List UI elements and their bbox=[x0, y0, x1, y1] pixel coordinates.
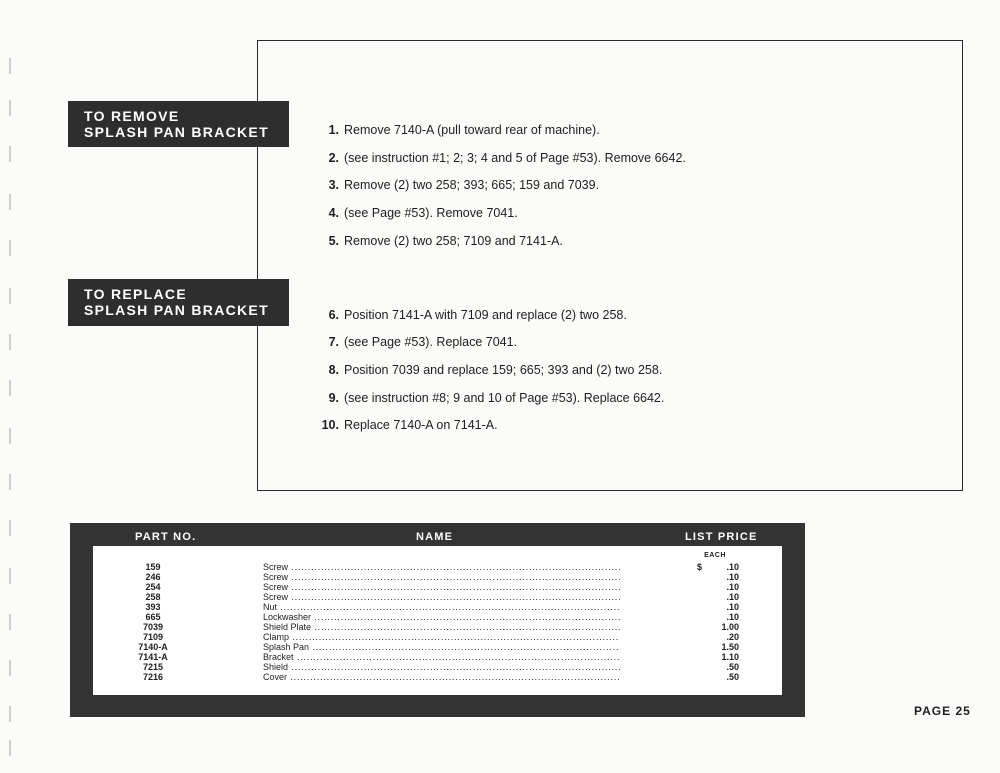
binder-hole-mark bbox=[9, 194, 11, 210]
part-number: 7109 bbox=[142, 632, 164, 642]
step-number: 1. bbox=[328, 123, 339, 137]
instruction-step bbox=[300, 363, 720, 378]
step-text: Replace 7140-A on 7141-A. bbox=[344, 418, 498, 432]
part-price: .50 bbox=[726, 672, 739, 682]
table-row bbox=[93, 572, 782, 582]
part-number: 393 bbox=[145, 602, 161, 612]
step-text: Remove (2) two 258; 7109 and 7141-A. bbox=[344, 234, 563, 248]
part-number: 7215 bbox=[142, 662, 164, 672]
table-row bbox=[93, 592, 782, 602]
part-number: 258 bbox=[145, 592, 161, 602]
step-text: Remove (2) two 258; 393; 665; 159 and 7039. bbox=[344, 178, 600, 192]
binder-hole-mark bbox=[9, 428, 11, 444]
instruction-step bbox=[300, 391, 720, 406]
binder-hole-mark bbox=[9, 288, 11, 304]
table-row bbox=[93, 632, 782, 642]
remove-section-label bbox=[68, 101, 289, 147]
part-price: .50 bbox=[726, 662, 739, 672]
binder-hole-mark bbox=[9, 614, 11, 630]
binder-hole-mark bbox=[9, 706, 11, 722]
part-name: Shield ..... bbox=[263, 662, 620, 672]
header-list-price: LIST PRICE bbox=[685, 531, 758, 543]
instruction-step bbox=[300, 335, 720, 350]
part-number: 7039 bbox=[142, 622, 164, 632]
part-price: .10 bbox=[726, 612, 739, 622]
part-name: Screw ..... bbox=[263, 582, 620, 592]
part-price: 1.00 bbox=[721, 622, 739, 632]
part-name: Shield Plate ..... bbox=[263, 622, 620, 632]
part-number: 665 bbox=[145, 612, 161, 622]
header-part-no: PART NO. bbox=[135, 531, 197, 543]
table-row bbox=[93, 652, 782, 662]
part-name: Screw ..... bbox=[263, 592, 620, 602]
table-row bbox=[93, 672, 782, 682]
step-number: 6. bbox=[328, 308, 339, 322]
step-text: (see Page #53). Replace 7041. bbox=[344, 335, 518, 349]
currency-symbol: $ bbox=[697, 562, 703, 572]
instruction-step bbox=[300, 151, 720, 166]
table-row bbox=[93, 642, 782, 652]
step-number: 7. bbox=[328, 335, 339, 349]
binder-hole-mark bbox=[9, 660, 11, 676]
binder-hole-mark bbox=[9, 520, 11, 536]
step-number: 5. bbox=[328, 234, 339, 248]
binder-hole-mark bbox=[9, 334, 11, 350]
step-number: 8. bbox=[328, 363, 339, 377]
step-text: (see Page #53). Remove 7041. bbox=[344, 206, 518, 220]
part-number: 246 bbox=[145, 572, 161, 582]
binder-hole-mark bbox=[9, 568, 11, 584]
remove-label-line-1: TO REMOVE bbox=[84, 108, 180, 124]
part-price: .10 bbox=[726, 582, 739, 592]
part-number: 159 bbox=[145, 562, 161, 572]
part-number: 7141-A bbox=[138, 652, 168, 662]
part-number: 7140-A bbox=[138, 642, 168, 652]
step-text: (see instruction #8; 9 and 10 of Page #53). Replace 6642. bbox=[344, 391, 665, 405]
binder-hole-mark bbox=[9, 100, 11, 116]
part-name: Cover ..... bbox=[263, 672, 620, 682]
step-number: 3. bbox=[328, 178, 339, 192]
instruction-step bbox=[300, 308, 720, 323]
header-name: NAME bbox=[416, 531, 454, 543]
instruction-step bbox=[300, 123, 720, 138]
binder-hole-mark bbox=[9, 58, 11, 74]
step-number: 9. bbox=[328, 391, 339, 405]
step-number: 2. bbox=[328, 151, 339, 165]
instruction-step bbox=[300, 206, 720, 221]
parts-table-body bbox=[93, 546, 782, 695]
part-name: Clamp ..... bbox=[263, 632, 620, 642]
step-number: 10. bbox=[321, 418, 339, 432]
replace-section-label bbox=[68, 279, 289, 326]
table-row bbox=[93, 562, 782, 572]
instruction-step bbox=[300, 418, 720, 433]
binder-hole-mark bbox=[9, 146, 11, 162]
step-text: Position 7141-A with 7109 and replace (2) two 258. bbox=[344, 308, 627, 322]
binder-hole-mark bbox=[9, 474, 11, 490]
part-name: Bracket ..... bbox=[263, 652, 620, 662]
part-price: .10 bbox=[726, 562, 739, 572]
table-row bbox=[93, 602, 782, 612]
part-name: Splash Pan ..... bbox=[263, 642, 620, 652]
part-price: .10 bbox=[726, 602, 739, 612]
binder-hole-mark bbox=[9, 740, 11, 756]
table-row bbox=[93, 622, 782, 632]
part-name: Nut ..... bbox=[263, 602, 620, 612]
replace-label-line-2: SPLASH PAN BRACKET bbox=[84, 302, 269, 318]
instruction-step bbox=[300, 178, 720, 193]
step-text: Position 7039 and replace 159; 665; 393 and (2) two 258. bbox=[344, 363, 663, 377]
price-unit-label: EACH bbox=[704, 552, 726, 559]
binder-hole-mark bbox=[9, 240, 11, 256]
part-price: .20 bbox=[726, 632, 739, 642]
step-number: 4. bbox=[328, 206, 339, 220]
part-price: .10 bbox=[726, 572, 739, 582]
part-name: Screw ..... bbox=[263, 562, 620, 572]
part-name: Screw ..... bbox=[263, 572, 620, 582]
instruction-step bbox=[300, 234, 720, 249]
part-price: 1.50 bbox=[721, 642, 739, 652]
page-number: PAGE 25 bbox=[914, 704, 971, 718]
part-number: 7216 bbox=[142, 672, 164, 682]
part-price: 1.10 bbox=[721, 652, 739, 662]
parts-price-table bbox=[70, 523, 805, 717]
table-row bbox=[93, 582, 782, 592]
table-row bbox=[93, 612, 782, 622]
part-price: .10 bbox=[726, 592, 739, 602]
step-text: Remove 7140-A (pull toward rear of machine). bbox=[344, 123, 600, 137]
step-text: (see instruction #1; 2; 3; 4 and 5 of Page #53). Remove 6642. bbox=[344, 151, 686, 165]
replace-label-line-1: TO REPLACE bbox=[84, 286, 187, 302]
remove-label-line-2: SPLASH PAN BRACKET bbox=[84, 124, 269, 140]
table-row bbox=[93, 662, 782, 672]
part-name: Lockwasher ..... bbox=[263, 612, 620, 622]
part-number: 254 bbox=[145, 582, 161, 592]
binder-hole-mark bbox=[9, 380, 11, 396]
